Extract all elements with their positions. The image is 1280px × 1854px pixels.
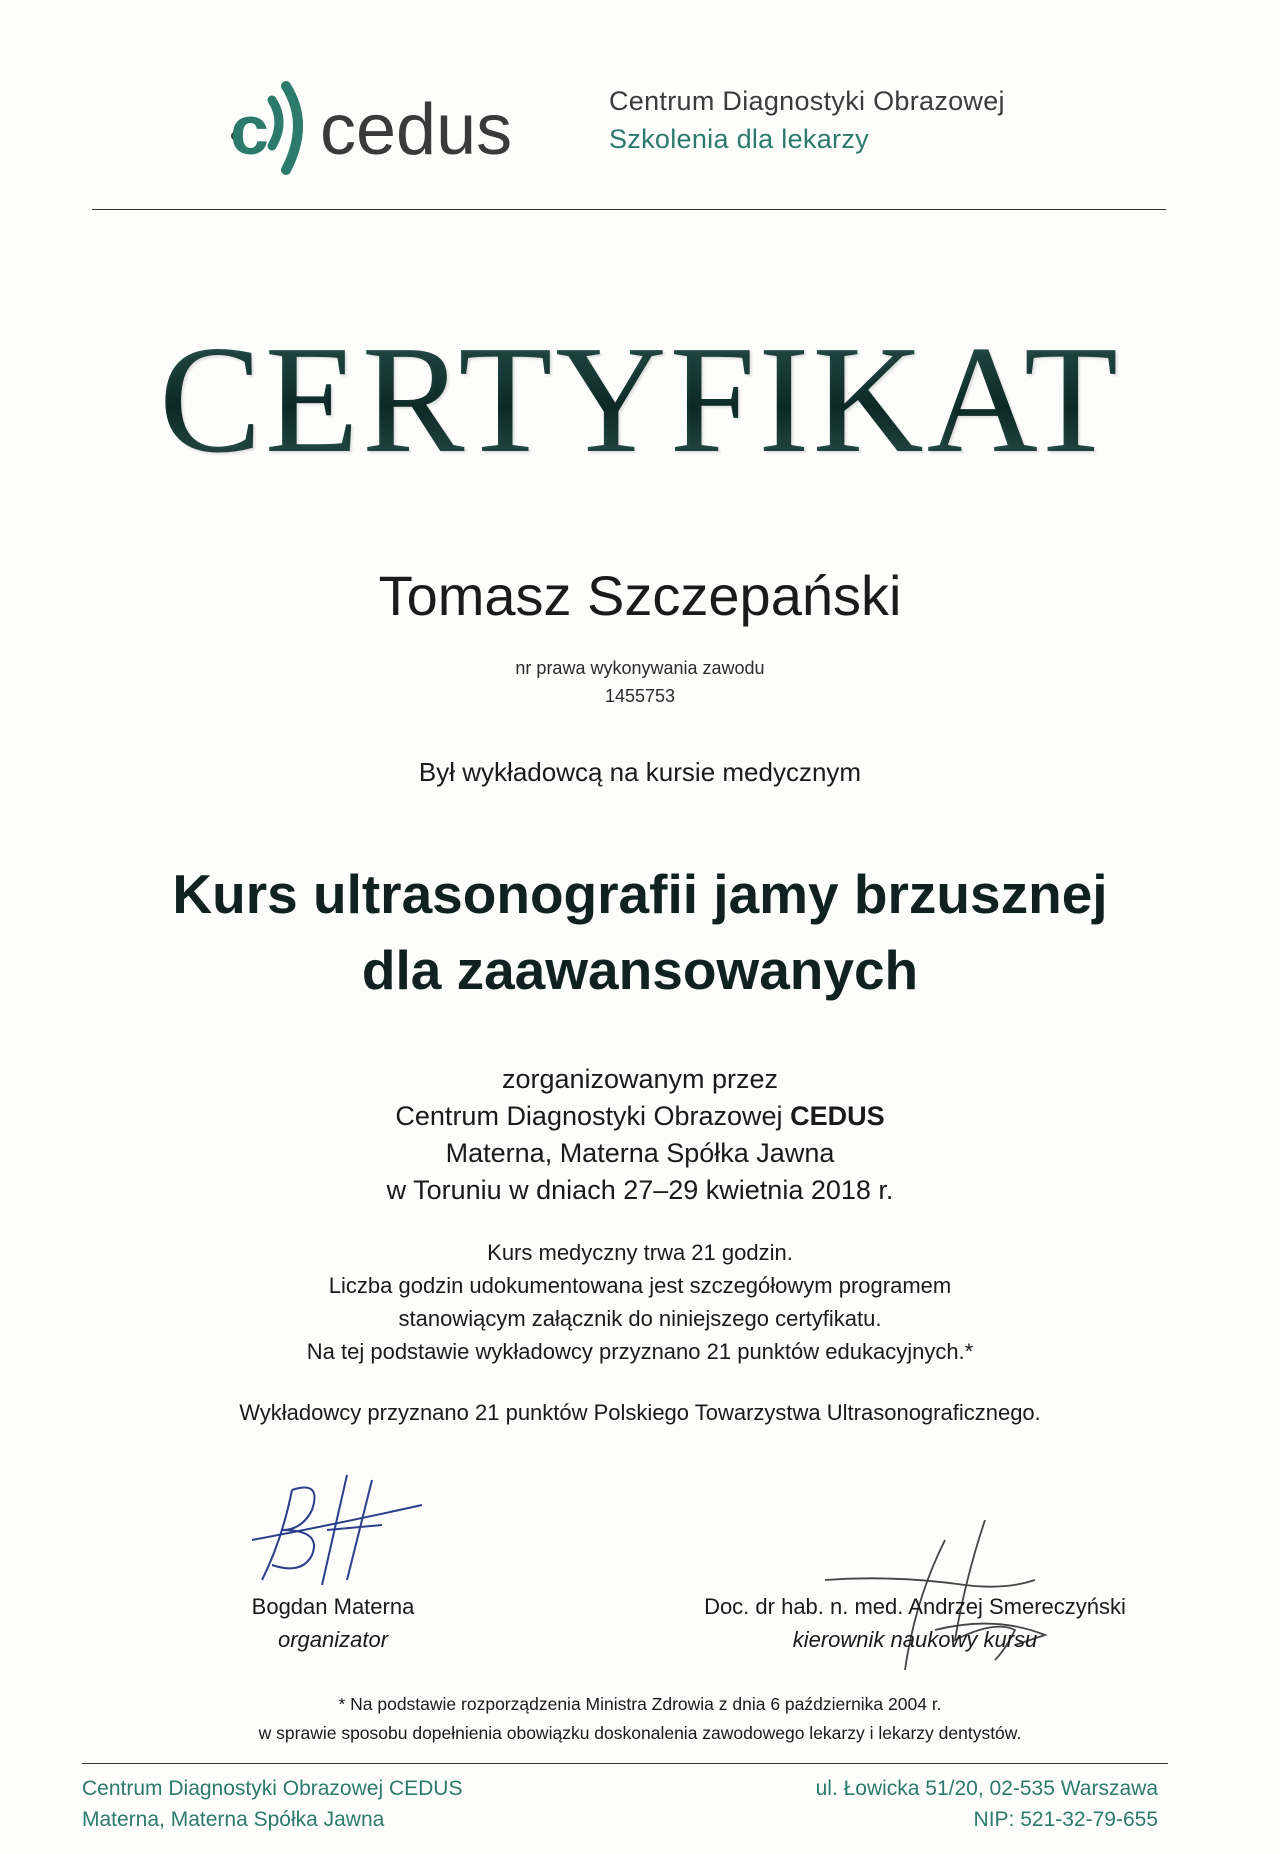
footer-left-line2: Materna, Materna Spółka Jawna [82, 1808, 385, 1831]
logo-wordmark: cedus [320, 90, 513, 170]
footnote-line2: w sprawie sposobu dopełnienia obowiązku doskonalenia zawodowego lekarzy i lekarzy dentystów. [258, 1723, 1022, 1743]
svg-text:c: c [230, 91, 269, 169]
location-dates: w Toruniu w dniach 27–29 kwietnia 2018 r. [386, 1175, 894, 1205]
footer-right [700, 1773, 1158, 1835]
role-statement: Był wykładowcą na kursie medycznym [418, 757, 862, 787]
certificate-title: CERTYFIKAT [0, 320, 1280, 480]
organizer-details [0, 1061, 1280, 1209]
organizer-brand: CEDUS [790, 1101, 885, 1131]
footer-left [82, 1773, 462, 1835]
footnote [0, 1690, 1280, 1748]
license-label: nr prawa wykonywania zawodu [515, 658, 765, 678]
organizer-line2: Materna, Materna Spółka Jawna [445, 1138, 835, 1168]
ptu-points: Wykładowcy przyznano 21 punktów Polskiego Towarzystwa Ultrasonograficznego. [239, 1400, 1041, 1425]
recipient-name: Tomasz Szczepański [378, 564, 902, 627]
signature-left [252, 1470, 432, 1595]
signer-left-role: organizator [277, 1627, 389, 1652]
footer-address: ul. Łowicka 51/20, 02-535 Warszawa [815, 1777, 1158, 1800]
info-line3: stanowiącym załącznik do niniejszego certyfikatu. [398, 1306, 882, 1331]
footer-nip: NIP: 521-32-79-655 [973, 1808, 1158, 1831]
cedus-logo-icon [228, 72, 558, 182]
footer-left-line1: Centrum Diagnostyki Obrazowej CEDUS [82, 1777, 463, 1800]
header-org-subtitle: Szkolenia dla lekarzy [609, 124, 869, 154]
course-title-line2: dla zaawansowanych [361, 939, 919, 1001]
cedus-logo [228, 72, 558, 182]
signer-right-role: kierownik naukowy kursu [792, 1627, 1038, 1652]
footnote-line1: * Na podstawie rozporządzenia Ministra Zdrowia z dnia 6 października 2004 r. [338, 1694, 942, 1714]
organizer-line1 [0, 1098, 1280, 1135]
info-line4: Na tej podstawie wykładowcy przyznano 21 punktów edukacyjnych.* [306, 1339, 974, 1364]
header-org-block [609, 82, 1005, 158]
info-line1: Kurs medyczny trwa 21 godzin. [487, 1240, 793, 1265]
signer-left [243, 1590, 423, 1656]
signer-right [680, 1590, 1150, 1656]
signer-right-name: Doc. dr hab. n. med. Andrzej Smereczyński [704, 1594, 1126, 1619]
organized-by: zorganizowanym przez [501, 1064, 779, 1094]
signer-left-name: Bogdan Materna [251, 1594, 415, 1619]
organizer-name: Centrum Diagnostyki Obrazowej [395, 1101, 783, 1131]
header-divider [92, 209, 1166, 210]
info-line2: Liczba godzin udokumentowana jest szczegółowym programem [328, 1273, 952, 1298]
header-org-name: Centrum Diagnostyki Obrazowej [609, 86, 1005, 116]
course-info [0, 1236, 1280, 1368]
footer-divider [82, 1763, 1168, 1764]
course-title-line1: Kurs ultrasonografii jamy brzusznej [172, 863, 1108, 925]
license-number: 1455753 [604, 686, 676, 706]
course-title [0, 856, 1280, 1008]
